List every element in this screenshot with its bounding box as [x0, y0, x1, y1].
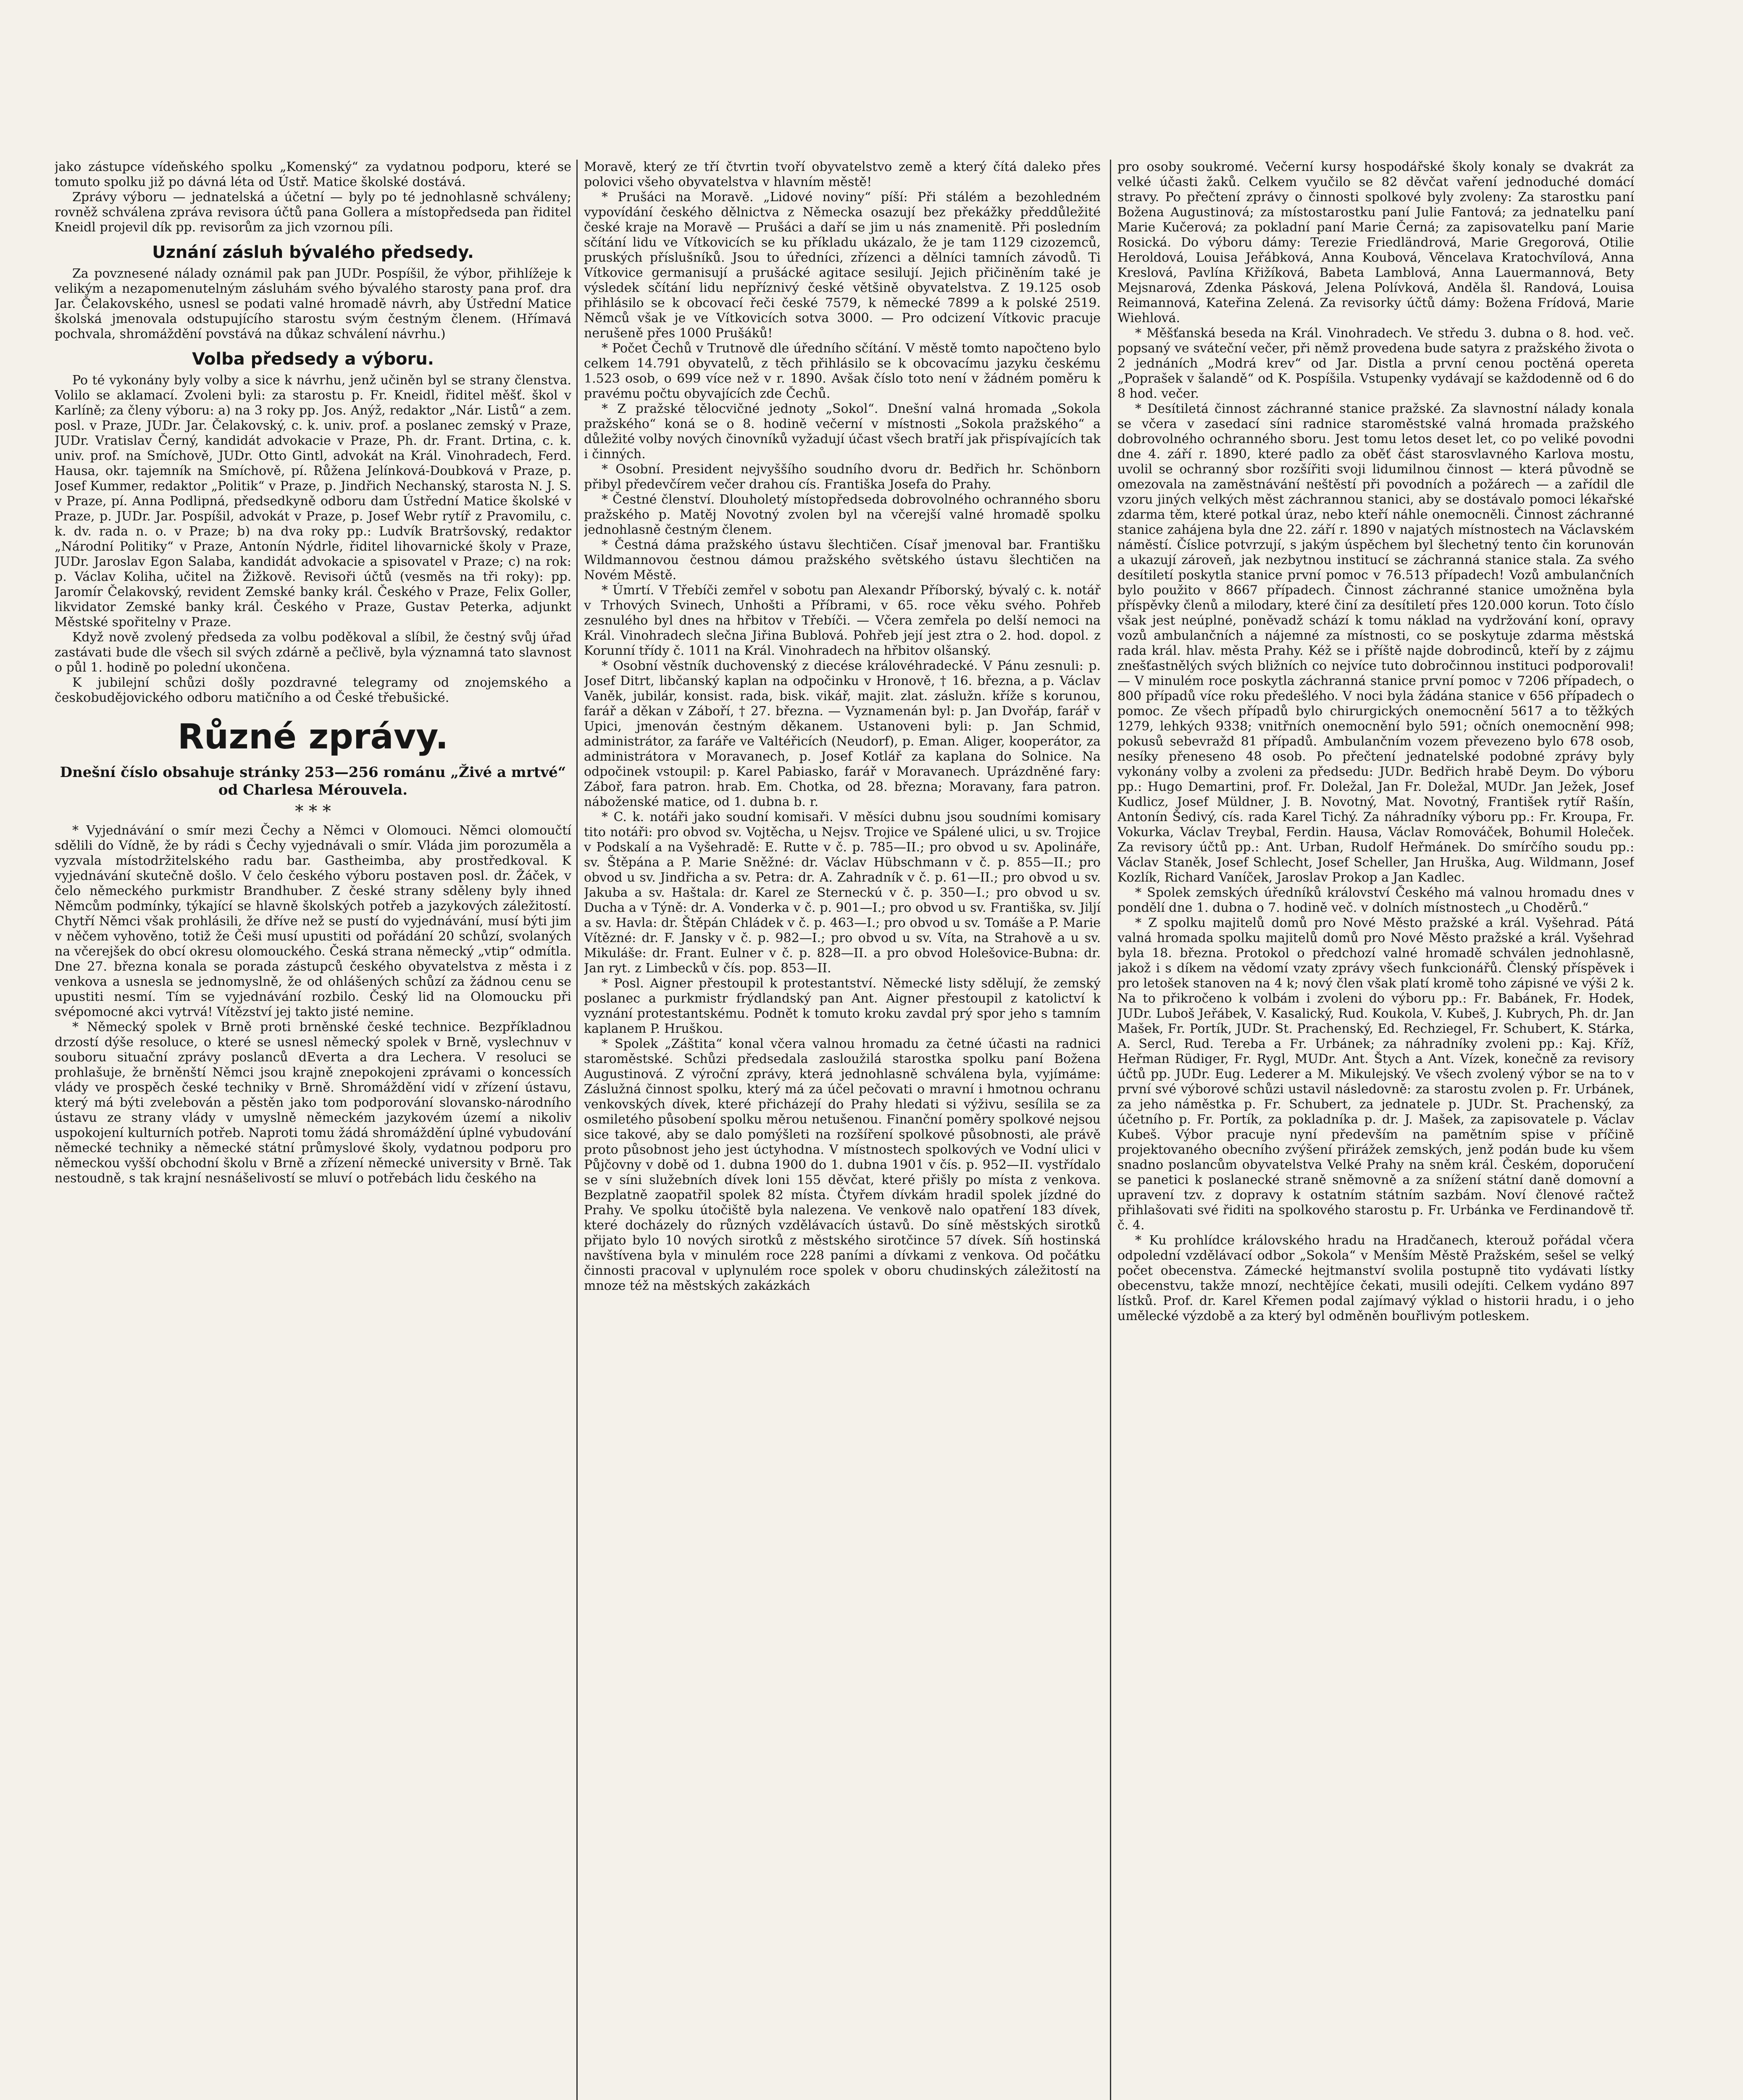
section-heading: Uznání zásluh bývalého předsedy.	[152, 243, 474, 262]
news-item: * Z pražské tělocvičné jednoty „Sokol“. Dnešní valná hromada „Sokola pražského“ koná se o 8. hodině večerní v místnosti „Sokola pražského“ a důležité volby nových činovníků vyžadují účast všech bratří jak přispívajících tak i činných.	[584, 402, 1101, 462]
article-paragraph: jako zástupce vídeňského spolku „Komenský“ za vydatnou podporu, které se tomuto spolku již po dávná léta od Ústř. Matice školské dostává.	[55, 160, 571, 189]
news-item: * Z spolku majitelů domů pro Nové Město pražské a král. Vyšehrad. Pátá valná hromada spolku majitelů domů pro Nové Město pražské a král. Vyšehrad byla 18. března. Protokol o předchozí valné hromadě schválen jednohlasně, jakož i s díkem na vědomí vzaty zprávy všech funkcionářů. Členský příspěvek i pro letošek stanoven na 4 k; nový člen však platí kromě toho zápisné ve výši 2 k. Na to přikročeno k volbám i zvoleni do výboru pp.: Fr. Babánek, Fr. Hodek, JUDr. Luboš Jeřábek, V. Kasalický, Rud. Koukola, V. Kubeš, J. Kubrych, Ph. dr. Jan Mašek, Fr. Portík, JUDr. St. Prachenský, Ed. Rechziegel, Fr. Schubert, K. Stárka, A. Sercl, Rud. Tereba a Fr. Urbánek; za náhradníky zvoleni pp.: Kaj. Kříž, Heřman Rüdiger, Fr. Rygl, MUDr. Ant. Štych a Ant. Vízek, konečně za revisory účtů pp. JUDr. Eug. Lederer a M. Mikulejský. Ve všech zvolený výbor se na to v první své výborové schůzi ustavil následovně: za starostu zvolen p. Fr. Urbánek, za jeho náměstka p. Fr. Schubert, za jednatele p. JUDr. St. Prachenský, za účetního p. Fr. Portík, za pokladníka p. dr. J. Mašek, za zapisovatele p. Václav Kubeš. Výbor pracuje nyní především na pamětním spise v příčině projektovaného obecního zvýšení přirážek zemských, jenž podán bude ku všem snadno poslancům obyvatelstva Velké Prahy na sněm král. Českém, doporučení se panetici k poslanecké straně sněmovně a za snížení státní daně domovní a upravení tzv. z dopravy k ostatním státním sazbám. Noví členové račtež přihlašovati své řiditi na spolkového starostu p. Fr. Urbánka ve Ferdinandově tř. č. 4.	[1117, 916, 1634, 1233]
column-3	[1117, 160, 1634, 2100]
news-item: * Prušáci na Moravě. „Lidové noviny“ píší: Při stálém a bezohledném vypovídání českého dělnictva z Německa osazují bez překážky předdůležité české kraje na Moravě — Prušáci a daří se jim u nás znamenitě. Při posledním sčítání lidu ve Vítkovicích se ku příkladu ukázalo, že je tam 1129 cizozemců, pruských příslušníků. Jsou to úředníci, zřízenci a dělníci tamních závodů. Ti Vítkovice germanisují a prušácké agitace sesilují. Jejich přičiněním také je výsledek sčítání lidu nepříznivý české většině obyvatelstva. Z 19.125 osob přihlásilo se k obcovací řeči české 7579, k německé 7899 a k polské 2519. Němců však je ve Vítkovicích sotva 3000. — Pro odcizení Vítkovic pracuje nerušeně přes 1000 Prušáků!	[584, 190, 1101, 341]
serial-notice: Dnešní číslo obsahuje stránky 253—256 románu „Živé a mrtvé“ od Charlesa Mérouvela.	[60, 764, 566, 798]
news-item: * Osobní. President nejvyššího soudního dvoru dr. Bedřich hr. Schönborn přibyl předevčírem večer drahou cís. Františka Josefa do Prahy.	[584, 462, 1101, 492]
news-item: * Spolek zemských úředníků království Českého má valnou hromadu dnes v pondělí dne 1. dubna o 7. hodině več. v dolních místnostech „u Choděrů.“	[1117, 885, 1634, 915]
news-item: * Ku prohlídce královského hradu na Hradčanech, kterouž pořádal včera odpolední vzdělávací odbor „Sokola“ v Menším Městě Pražském, sešel se velký počet obecenstva. Zámecké hejtmanství svolila postupně tito vydávati lístky obecenstvu, takže mnozí, nechtějíce čekati, musili odejíti. Celkem vydáno 897 lístků. Prof. dr. Karel Křemen podal zajímavý výklad o historii hradu, i o jeho umělecké výzdobě a za který byl odměněn bouřlivým potleskem.	[1117, 1233, 1634, 1323]
article-paragraph: Když nově zvolený předseda za volbu poděkoval a slíbil, že čestný svůj úřad zastávati bude dle všech sil svých zdárně a pečlivě, byla významná tato slavnost o půl 1. hodině po polední ukončena.	[55, 630, 571, 675]
news-item: * Měšťanská beseda na Král. Vinohradech. Ve středu 3. dubna o 8. hod. več. popsaný ve sváteční večer, při němž provedena bude satyra z pražského života o 2 jednáních „Modrá krev“ od Jar. Distla a první cenou poctěná opereta „Poprašek v šalandě“ od K. Pospíšila. Vstupenky vydávají se každodenně od 6 do 8 hod. večer.	[1117, 326, 1634, 401]
news-item: * Spolek „Záštita“ konal včera valnou hromadu za četné účasti na radnici staroměstské. Schůzi předsedala zasloužilá starostka spolku paní Božena Augustinová. Z výroční zprávy, která jednohlasně schválena byla, vyjímáme: Záslužná činnost spolku, který má za účel pečovati o mravní i hmotnou ochranu venkovských dívek, které přicházejí do Prahy hledati si výživu, sesílila se za osmiletého působení spolku měrou netušenou. Finanční poměry spolkové nejsou sice takové, aby se dalo pomýšleti na rozšíření spolkové působnosti, ale právě proto působnost jeho jest úctyhodna. V místnostech spolkových ve Vodní ulici v Půjčovny v době od 1. dubna 1900 do 1. dubna 1901 v čís. p. 952—II. vystřídalo se v síni služebních dívek loni 155 děvčat, které přišly po místa z venkova. Bezplatně zaopatřil spolek 82 místa. Čtyřem dívkám hradil spolek jízdné do Prahy. Ve spolku útočiště byla nalezena. Ve venkově nalo opatření 183 dívek, které docházely do různých vzdělávacích ústavů. Do síně městských sirotků přijato bylo 10 nových sirotků z městského sirotčince 57 dívek. Síň hostinská navštívena byla v minulém roce 228 paními a dívkami z venkova. Od počátku činnosti pracoval v uplynulém roce spolek v oboru chudinských záležitostí na mnoze též na městských zakázkách	[584, 1037, 1101, 1293]
article-paragraph: K jubilejní schůzi došly pozdravné telegramy od znojemského a českobudějovického odboru matičního a od České třebušické.	[55, 675, 571, 705]
column-rule	[576, 160, 578, 2100]
news-item: * Počet Čechů v Trutnově dle úředního sčítání. V městě tomto napočteno bylo celkem 14.791 obyvatelů, z těch přihlásilo se k obcovacímu jazyku českému 1.523 osob, o 699 více než v r. 1890. Avšak číslo toto není v žádném poměru k pravému počtu obyvajících zde Čechů.	[584, 341, 1101, 401]
column-rule	[1110, 160, 1111, 2100]
news-item: * Čestné členství. Dlouholetý místopředseda dobrovolného ochranného sboru pražského p. Matěj Novotný zvolen byl na včerejší valné hromadě spolku jednohlasně čestným členem.	[584, 492, 1101, 537]
article-paragraph: Zprávy výboru — jednatelská a účetní — byly po té jednohlasně schváleny; rovněž schválena zpráva revisora účtů pana Gollera a místopředseda pan řiditel Kneidl projevil dík pp. revisorům za jich vzornou píli.	[55, 190, 571, 235]
news-item: * Úmrtí. V Třebíči zemřel v sobotu pan Alexandr Příborský, bývalý c. k. notář v Trhových Svinech, Unhošti a Příbrami, v 65. roce věku svého. Pohřeb zesnulého byl dnes na hřbitov v Třebíči. — Včera zemřela po delší nemoci na Král. Vinohradech slečna Jiřina Bublová. Pohřeb její jest ztra o 2. hod. dopol. z Korunní třídy č. 1011 na Král. Vinohradech na hřbitov olšanský.	[584, 583, 1101, 658]
column-1	[55, 160, 571, 2100]
news-item: * Osobní věstník duchovenský z diecése královéhradecké. V Pánu zesnuli: p. Josef Ditrt, libčanský kaplan na odpočinku v Hronově, † 16. března, a p. Václav Vaněk, jubilár, konsist. rada, bisk. vikář, majit. zlat. záslužn. kříže s korunou, farář a děkan v Záboří, † 27. března. — Vyznamenán byl: p. Jan Dvořáp, farář v Upici, jmenován čestným děkanem. Ustanoveni byli: p. Jan Schmid, administrátor, za faráře ve Valtéřicích (Neudorf), p. Eman. Aliger, kooperátor, za administrátora v Moravanech, p. Josef Kotlář za kaplana do Solnice. Na odpočinek vstoupil: p. Karel Pabiasko, farář v Moravanech. Uprázdněné fary: Záboř, fara patron. hrab. Em. Chotka, od 28. března; Moravany, fara patron. náboženské matice, od 1. dubna b. r.	[584, 659, 1101, 809]
article-paragraph: Za povznesené nálady oznámil pak pan JUDr. Pospíšil, že výbor, přihlížeje k velikým a nezapomenutelným zásluhám svého bývalého starosty pana prof. dra Jar. Čelakovského, usnesl se podati valné hromadě návrh, aby Ústřední Matice školská jmenovala odstupujícího starostu svým čestným členem. (Hřímavá pochvala, shromáždění povstává na důkaz schválení návrhu.)	[55, 266, 571, 341]
newspaper-page	[46, 160, 1706, 2100]
section-heading: Volba předsedy a výboru.	[192, 349, 434, 369]
article-paragraph: pro osoby soukromé. Večerní kursy hospodářské školy konaly se dvakrát za velké účasti žaků. Celkem vyučilo se 82 děvčat vaření jednoduché domácí stravy. Po přečtení zprávy o činnosti spolkové byly zvoleny: Za starostku paní Božena Augustinová; za místostarostku paní Julie Fantová; za jednatelku paní Marie Kučerová; za pokladní paní Marie Černá; za zapisovatelku paní Marie Rosická. Do výboru dámy: Terezie Friedländrová, Marie Gregorová, Otilie Heroldová, Louisa Jeřábková, Anna Koubová, Věncelava Kratochvílová, Anna Kreslová, Pavlína Křižíková, Babeta Lamblová, Anna Lauermannová, Bety Mejsnarová, Zdenka Pásková, Jelena Polívková, Anděla šl. Randová, Louisa Reimannová, Kateřina Zelená. Za revisorky účtů dámy: Božena Frídová, Marie Wiehlová.	[1117, 160, 1634, 326]
rubric-heading: Různé zprávy.	[177, 717, 449, 757]
news-item: * Desítiletá činnost záchranné stanice pražské. Za slavnostní nálady konala se včera v zasedací síni radnice staroměstské valná hromada pražského dobrovolného ochranného sboru. Jest tomu letos deset let, co po veliké povodni dne 4. září r. 1890, které padlo za oběť část starosvlavného Karlova mostu, uvolil se ochranný sbor rozšířiti svoji lidumilnou činnost — která původně se omezovala na zaměstnávání neštěstí při povodních a požárech — a zařídil dle vzoru jiných velkých měst záchrannou stanici, aby se dostávalo pomoci lékařské zdarma těm, které potkal úraz, nebo kteří náhle onemocněli. Činnost záchranné stanice zahájena byla dne 22. září r. 1890 v najatých místnostech na Václavském náměstí. Číslice potvrzují, s jakým úspěchem byl šlechetný tento čin korunován a ukazují zároveň, jak nezbytnou institucí se záchranná stanice stala. Za svého desítiletí poskytla stanice první pomoc v 76.513 případech! Vozů ambulančních bylo použito v 8667 případech. Činnost záchranné stanice umožněna byla příspěvky členů a milodary, které činí za desítiletí přes 120.000 korun. Toto číslo však jest neúplné, poněvadž schází k tomu náklad na vydržování koní, opravy vozů ambulančních a nájemné za místnosti, co se poskytuje zdarma městská rada král. hlav. města Prahy. Kéž se i příště najde dobrodinců, kteří by z zájmu znešťastnělých svých bližních co nejvíce tuto dobročinnou instituci podporovali! — V minulém roce poskytla záchranná stanice první pomoc v 7206 případech, o 800 případů více roku předešlého. V noci byla žádána stanice v 656 případech o pomoc. Ze všech případů bylo chirurgických onemocnění 5617 a to těžkých 1279, lehkých 9338; vnitřních onemocnění bylo 591; očních onemocnění 998; pokusů sebevražd 81 případů. Ambulančním vozem převezeno bylo 678 osob, nesíky přeneseno 48 osob. Po přečtení jednatelské podobné zprávy byly vykonány volby a zvoleni za předsedu: JUDr. Bedřich hrabě Deym. Do výboru pp.: Hugo Demartini, prof. Fr. Doležal, Jan Fr. Doležal, MUDr. Jan Ježek, Josef Kudlicz, Josef Müldner, J. B. Novotný, Mat. Novotný, František rytíř Rašín, Antonín Šedivý, cís. rada Karel Tichý. Za náhradníky výboru pp.: Fr. Kroupa, Fr. Vokurka, Václav Treybal, Ferdin. Hausa, Václav Romováček, Bohumil Holeček. Za revisory účtů pp.: Ant. Urban, Rudolf Heřmánek. Do smírčího soudu pp.: Václav Staněk, Josef Schlecht, Josef Scheller, Jan Hruška, Aug. Wildmann, Josef Kozlík, Richard Vaníček, Jaroslav Prokop a Jan Kadlec.	[1117, 402, 1634, 885]
news-item: * Vyjednávání o smír mezi Čechy a Němci v Olomouci. Němci olomoučtí sdělili do Vídně, že by rádi s Čechy vyjednávali o smír. Vláda jim porozuměla a vyzvala místodržitelského radu bar. Gastheimba, aby prostředkoval. K vyjednávání skutečně došlo. V čelo českého výboru postaven posl. dr. Žáček, v čelo německého purkmistr Brandhuber. Z české strany sděleny byly ihned Němcům podmínky, týkající se hlavně školských potřeb a jazykových záležitostí. Chytří Němci však prohlásili, že dříve než se pustí do vyjednávání, musí býti jim v něčem vyhověno, totiž že Češi musí upustiti od pořádání 20 schůzí, svolaných na včerejšek do obcí okresu olomouckého. Česká strana německý „vtip“ odmítla. Dne 27. března konala se porada zástupců českého obyvatelstva z města i z venkova a usnesla se jednomyslně, že od ohlášených schůzí za žádnou cenu se upustiti nesmí. Tím se vyjednávání rozbilo. Český lid na Olomoucku při svépomocné akci vytrvá! Vítězství jej takto jisté nemine.	[55, 823, 571, 1019]
separator-stars: * * *	[295, 802, 331, 821]
column-2	[584, 160, 1101, 2100]
article-paragraph: Po té vykonány byly volby a sice k návrhu, jenž učiněn byl se strany členstva. Volilo se aklamací. Zvoleni byli: za starostu p. Fr. Kneidl, řiditel měšť. škol v Karlíně; za členy výboru: a) na 3 roky pp. Jos. Anýž, redaktor „Nár. Listů“ a zem. posl. v Praze, JUDr. Jar. Čelakovský, c. k. univ. prof. a poslanec zemský v Praze, JUDr. Vratislav Černý, kandidát advokacie v Praze, Ph. dr. Frant. Drtina, c. k. univ. prof. na Smíchově, JUDr. Otto Gintl, advokát na Král. Vinohradech, Ferd. Hausa, okr. tajemník na Smíchově, pí. Růžena Jelínková-Doubková v Praze, p. Josef Kummer, redaktor „Politik“ v Praze, p. Jindřich Nechanský, starosta N. J. S. v Praze, pí. Anna Podlipná, předsedkyně odboru dam Ústřední Matice školské v Praze, p. JUDr. Jar. Pospíšil, advokát v Praze, p. Josef Webr rytíř z Pravomilu, c. k. dv. rada n. o. v Praze; b) na dva roky pp.: Ludvík Bratršovský, redaktor „Národní Politiky“ v Praze, Antonín Nýdrle, řiditel lihovarnické školy v Praze, JUDr. Jaroslav Egon Salaba, kandidát advokacie a spisovatel v Praze; c) na rok: p. Václav Koliha, učitel na Žižkově. Revisoři účtů (vesměs na tři roky): pp. Jaromír Čelakovský, revident Zemské banky král. Českého v Praze, Felix Goller, likvidator Zemské banky král. Českého v Praze, Gustav Peterka, adjunkt Městské spořitelny v Praze.	[55, 373, 571, 630]
news-item: * Německý spolek v Brně proti brněnské české technice. Bezpříkladnou drzostí dýše resoluce, o které se usnesl německý spolek v Brně, vyslechnuv v souboru situační zprávy poslanců dEverta a dra Lechera. V resoluci se prohlašuje, že brněnští Němci jsou krajně znepokojeni zprávami o koncessích vlády ve prospěch české techniky v Brně. Shromáždění vidí v zřízení ústavu, který má býti zvelebován a pěstěn jako tom podporování slovansko-národního ústavu ze strany vlády v umyslně německém jazykovém území a nikoliv uspokojení kulturních potřeb. Naproti tomu žádá shromáždění úplné vybudování německé techniky a německé státní průmyslové školy, vydatnou podporu pro německou vyšší obchodní školu v Brně a zřízení německé university v Brně. Tak nestoudně, s tak krajní nesnášelivostí se mluví o potřebách lidu českého na	[55, 1020, 571, 1186]
news-item: * Posl. Aigner přestoupil k protestantství. Německé listy sdělují, že zemský poslanec a purkmistr frýdlandský pan Ant. Aigner přestoupil z katolictví k vyznání protestantskému. Podnět k tomuto kroku zavdal prý spor jeho s tamním kaplanem P. Hruškou.	[584, 976, 1101, 1036]
news-item: * C. k. notáři jako soudní komisaři. V měsíci dubnu jsou soudními komisary tito notáři: pro obvod sv. Vojtěcha, u Nejsv. Trojice ve Spálené ulici, u sv. Trojice v Podskalí a na Vyšehradě: E. Rutte v č. p. 785—II.; pro obvod u sv. Apolináře, sv. Štěpána a P. Marie Sněžné: dr. Václav Hübschmann v č. p. 855—II.; pro obvod u sv. Jindřicha a sv. Petra: dr. A. Zahradník v č. p. 61—II.; pro obvod u sv. Jakuba a sv. Haštala: dr. Karel ze Sterneckú v č. p. 350—I.; pro obvod u sv. Ducha a v Týně: dr. A. Vonderka v č. p. 901—I.; pro obvod u sv. Františka, sv. Jiljí a sv. Havla: dr. Štěpán Chládek v č. p. 463—I.; pro obvod u sv. Tomáše a P. Marie Vítězné: dr. F. Jansky v č. p. 982—I.; pro obvod u sv. Víta, na Strahově a u sv. Mikuláše: dr. Frant. Eulner v č. p. 828—II. a pro obvod Holešovice-Bubna: dr. Jan ryt. z Limbecků v čís. pop. 853—II.	[584, 810, 1101, 976]
news-item: * Čestná dáma pražského ústavu šlechtičen. Císař jmenoval bar. Františku Wildmannovou čestnou dámou pražského světského ústavu šlechtičen na Novém Městě.	[584, 538, 1101, 583]
article-paragraph: Moravě, který ze tří čtvrtin tvoří obyvatelstvo země a který čítá daleko přes polovici všeho obyvatelstva v hlavním městě!	[584, 160, 1101, 189]
